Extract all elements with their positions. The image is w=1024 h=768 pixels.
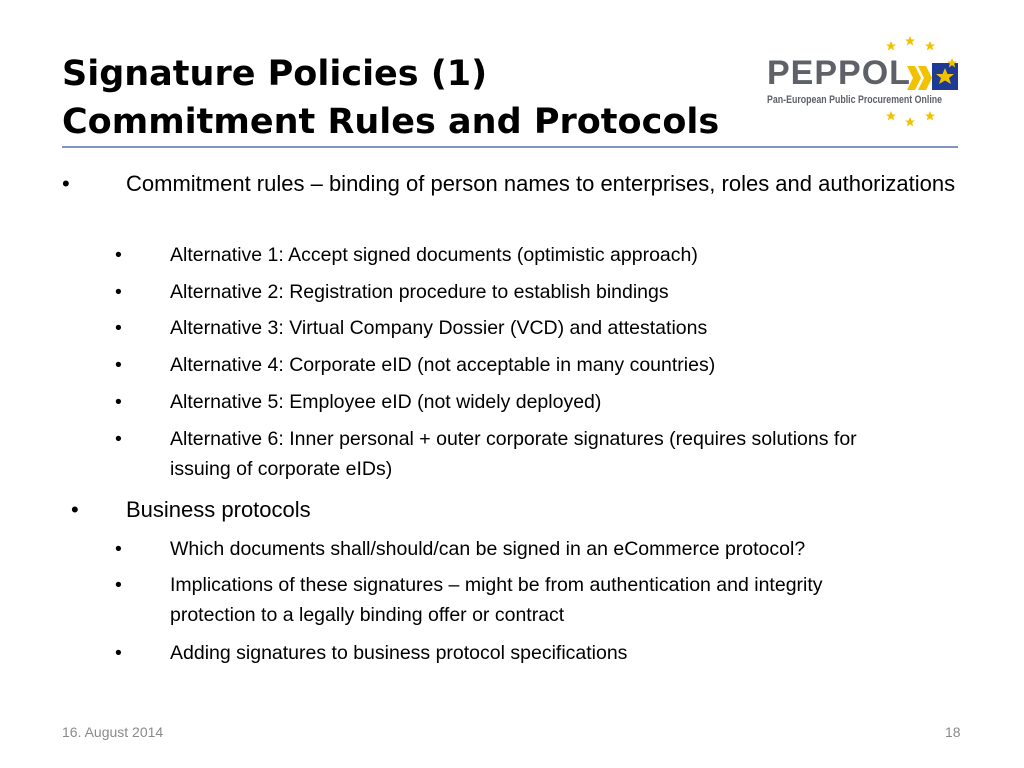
bullet-icon: • bbox=[71, 497, 79, 522]
star-icon bbox=[925, 41, 935, 51]
bullet-item-level-2 bbox=[115, 638, 960, 668]
bullet-item-level-1 bbox=[71, 494, 966, 526]
star-icon bbox=[905, 36, 915, 46]
slide-title bbox=[62, 50, 719, 146]
bullet-icon: • bbox=[115, 574, 122, 596]
bullet-item-level-2 bbox=[115, 534, 960, 564]
bullet-icon: • bbox=[115, 538, 122, 560]
bullet-item-level-2 bbox=[115, 277, 960, 307]
bullet-item-level-2 bbox=[115, 240, 960, 270]
bullet-icon: • bbox=[115, 281, 122, 303]
bullet-text: Business protocols bbox=[126, 497, 311, 522]
bullet-item-level-2 bbox=[115, 350, 960, 380]
bullet-text: Alternative 5: Employee eID (not widely deployed) bbox=[170, 391, 602, 413]
bullet-text: Alternative 3: Virtual Company Dossier (VCD) and attestations bbox=[170, 317, 708, 339]
bullet-text: Adding signatures to business protocol specifications bbox=[170, 642, 628, 664]
logo-subtitle: Pan-European Public Procurement Online bbox=[767, 94, 943, 106]
bullet-icon: • bbox=[115, 354, 122, 376]
footer-page-number: 18 bbox=[945, 724, 961, 740]
bullet-text: Alternative 6: Inner personal + outer corporate signatures (requires solutions for issuing of corporate eIDs) bbox=[170, 428, 857, 480]
bullet-text: Alternative 1: Accept signed documents (optimistic approach) bbox=[170, 244, 698, 266]
bullet-text: Implications of these signatures – might be from authentication and integrity protection to a legally binding offer or contract bbox=[170, 574, 823, 626]
peppol-logo bbox=[760, 32, 970, 132]
bullet-icon: • bbox=[115, 642, 122, 664]
title-divider bbox=[62, 146, 958, 148]
bullet-text: Commitment rules – binding of person names to enterprises, roles and authorizations bbox=[126, 171, 956, 196]
bullet-icon: • bbox=[62, 171, 70, 196]
star-icon bbox=[905, 117, 915, 127]
bullet-text: Alternative 2: Registration procedure to establish bindings bbox=[170, 281, 669, 303]
bullet-item-level-2 bbox=[115, 570, 900, 630]
bullet-item-level-2 bbox=[115, 313, 960, 343]
bullet-icon: • bbox=[115, 317, 122, 339]
bullet-icon: • bbox=[115, 391, 122, 413]
bullet-icon: • bbox=[115, 244, 122, 266]
slide-title-line-2: Commitment Rules and Protocols bbox=[62, 102, 720, 142]
logo-wordmark: PEPPOL bbox=[767, 54, 911, 92]
bullet-text: Which documents shall/should/can be signed in an eCommerce protocol? bbox=[170, 538, 806, 560]
bullet-item-level-1 bbox=[62, 168, 966, 200]
footer-date: 16. August 2014 bbox=[62, 724, 164, 740]
star-icon bbox=[886, 41, 896, 51]
bullet-item-level-2 bbox=[115, 387, 960, 417]
star-icon bbox=[886, 111, 896, 121]
bullet-item-level-2 bbox=[115, 424, 910, 484]
slide-title-line-1: Signature Policies (1) bbox=[62, 54, 488, 94]
bullet-icon: • bbox=[115, 428, 122, 450]
star-icon bbox=[925, 111, 935, 121]
bullet-text: Alternative 4: Corporate eID (not acceptable in many countries) bbox=[170, 354, 716, 376]
